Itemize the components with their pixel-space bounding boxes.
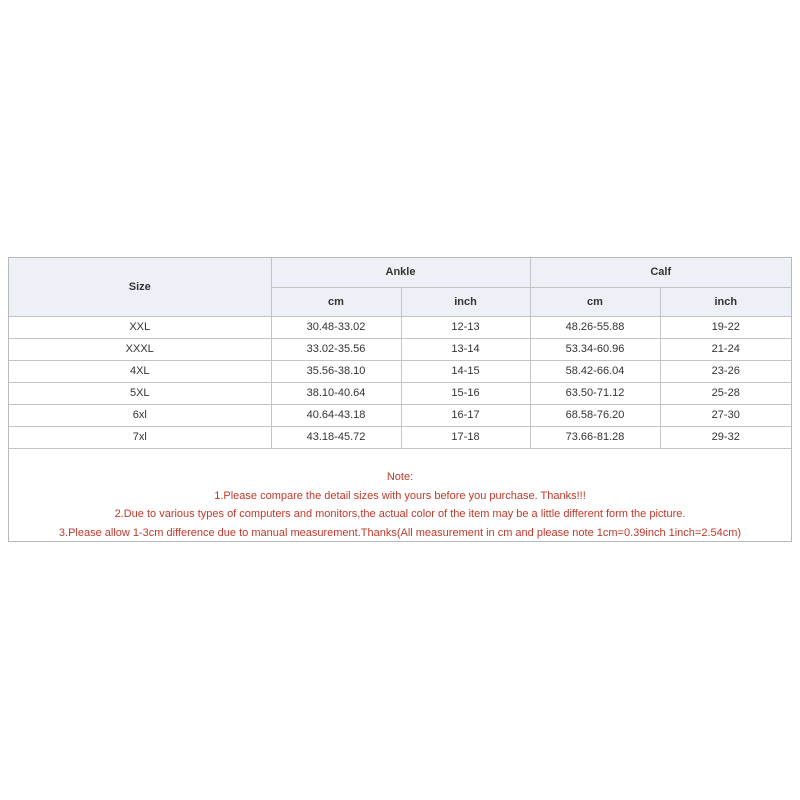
table-row (9, 404, 791, 426)
size-cell: 7xl (9, 426, 271, 448)
size-cell: XXXL (9, 338, 271, 360)
table-row (9, 360, 791, 382)
ankle-inch-cell: 15-16 (401, 382, 530, 404)
calf-inch-cell: 23-26 (660, 360, 791, 382)
calf-inch-cell: 19-22 (660, 316, 791, 338)
calf-inch-cell: 27-30 (660, 404, 791, 426)
calf-cm-cell: 58.42-66.04 (530, 360, 660, 382)
note-line-3: 3.Please allow 1-3cm difference due to manual measurement.Thanks(All measurement in cm and please note 1cm=0.39inch 1inch=2.54cm) (58, 526, 742, 539)
calf-cm-cell: 73.66-81.28 (530, 426, 660, 448)
calf-inch-cell: 21-24 (660, 338, 791, 360)
header-row-groups (9, 258, 791, 287)
size-chart (8, 257, 792, 542)
table-row (9, 426, 791, 448)
calf-inch-header: inch (660, 287, 791, 316)
calf-cm-header: cm (530, 287, 660, 316)
size-column-header: Size (9, 258, 271, 316)
table-row (9, 338, 791, 360)
note-title: Note: (386, 471, 414, 483)
size-cell: 5XL (9, 382, 271, 404)
ankle-inch-cell: 17-18 (401, 426, 530, 448)
calf-cm-cell: 63.50-71.12 (530, 382, 660, 404)
ankle-inch-cell: 12-13 (401, 316, 530, 338)
ankle-inch-cell: 16-17 (401, 404, 530, 426)
note-line-1: 1.Please compare the detail sizes with yours before you purchase. Thanks!!! (214, 489, 586, 502)
size-cell: 4XL (9, 360, 271, 382)
calf-cm-cell: 68.58-76.20 (530, 404, 660, 426)
note-line-2: 2.Due to various types of computers and monitors,the actual color of the item may be a little different form the picture. (114, 508, 686, 520)
notes-section (9, 451, 791, 541)
ankle-cm-cell: 35.56-38.10 (271, 360, 401, 382)
ankle-inch-header: inch (401, 287, 530, 316)
ankle-cm-cell: 38.10-40.64 (271, 382, 401, 404)
calf-inch-cell: 25-28 (660, 382, 791, 404)
size-table (9, 258, 791, 449)
size-cell: 6xl (9, 404, 271, 426)
ankle-cm-header: cm (271, 287, 401, 316)
ankle-inch-cell: 14-15 (401, 360, 530, 382)
ankle-cm-cell: 43.18-45.72 (271, 426, 401, 448)
table-row (9, 382, 791, 404)
calf-group-header: Calf (530, 258, 791, 287)
ankle-cm-cell: 30.48-33.02 (271, 316, 401, 338)
table-row (9, 316, 791, 338)
calf-inch-cell: 29-32 (660, 426, 791, 448)
ankle-cm-cell: 40.64-43.18 (271, 404, 401, 426)
calf-cm-cell: 53.34-60.96 (530, 338, 660, 360)
size-cell: XXL (9, 316, 271, 338)
ankle-inch-cell: 13-14 (401, 338, 530, 360)
ankle-group-header: Ankle (271, 258, 530, 287)
ankle-cm-cell: 33.02-35.56 (271, 338, 401, 360)
calf-cm-cell: 48.26-55.88 (530, 316, 660, 338)
